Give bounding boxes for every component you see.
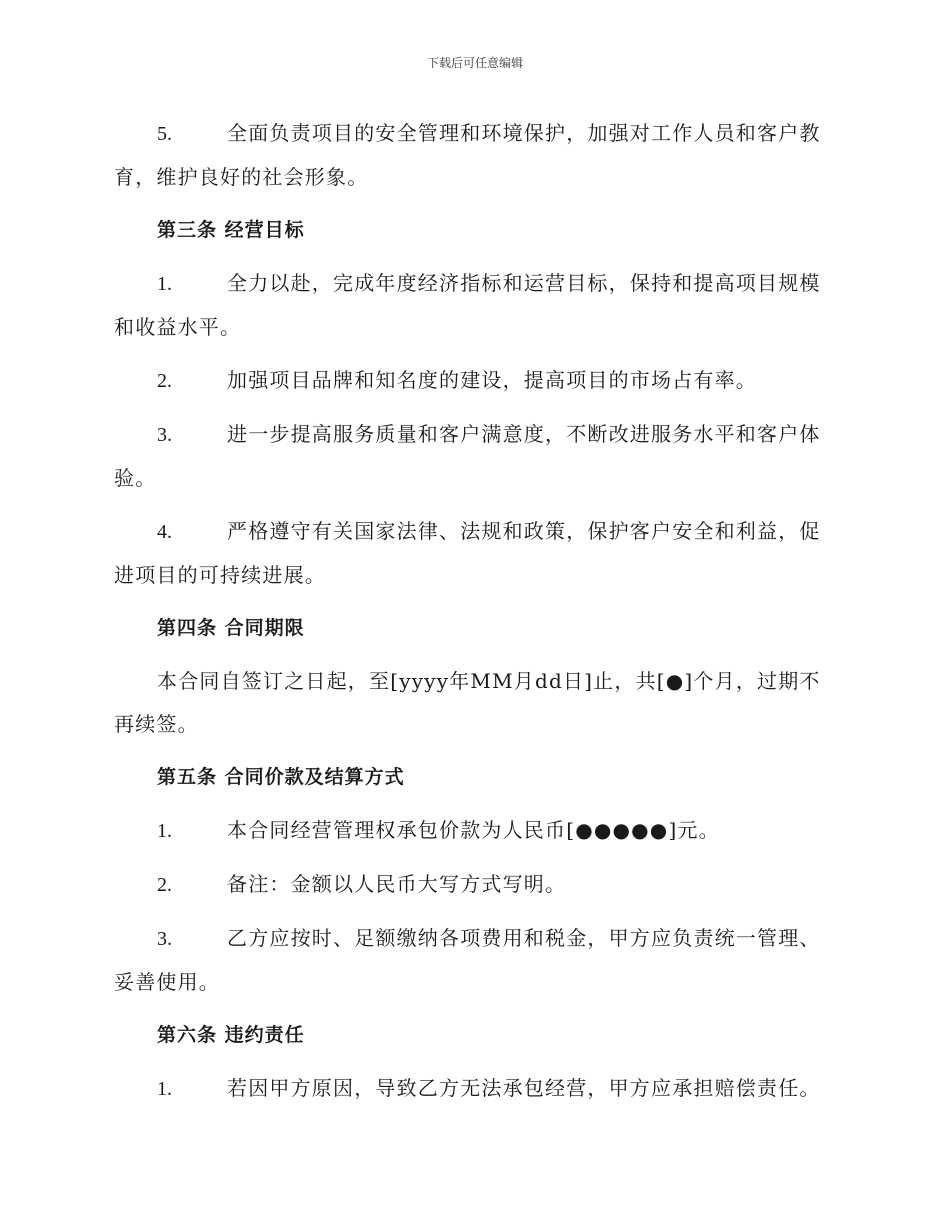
item-text: 全面负责项目的安全管理和环境保护，加强对工作人员和客户教育，维护良好的社会形象。 <box>114 121 821 189</box>
item-number: 3. <box>157 928 172 950</box>
item-number: 1. <box>157 820 172 842</box>
item-text: 加强项目品牌和知名度的建设，提高项目的市场占有率。 <box>227 368 757 392</box>
section-heading: 第六条 违约责任 <box>157 1024 305 1046</box>
item-number: 2. <box>157 370 172 392</box>
list-item <box>114 1067 834 1111</box>
list-item <box>114 809 834 853</box>
item-text: 若因甲方原因，导致乙方无法承包经营，甲方应承担赔偿责任。 <box>227 1076 821 1100</box>
item-text: 全力以赴，完成年度经济指标和运营目标，保持和提高项目规模和收益水平。 <box>114 271 821 339</box>
document-body <box>114 112 834 1121</box>
list-item <box>114 262 834 349</box>
item-text: 乙方应按时、足额缴纳各项费用和税金，甲方应负责统一管理、妥善使用。 <box>114 926 821 994</box>
item-number: 3. <box>157 424 172 446</box>
item-text: 严格遵守有关国家法律、法规和政策，保护客户安全和利益，促进项目的可持续进展。 <box>114 519 821 587</box>
list-item <box>114 510 834 597</box>
section-heading: 第四条 合同期限 <box>157 617 305 639</box>
item-number: 5. <box>157 123 172 145</box>
paragraph: 本合同自签订之日起，至[yyyy年MM月dd日]止，共[●]个月，过期不再续签。 <box>114 669 821 736</box>
item-number: 1. <box>157 1078 172 1100</box>
list-item <box>114 359 834 403</box>
item-number: 4. <box>157 521 172 543</box>
list-item <box>114 917 834 1004</box>
item-text: 备注：金额以人民币大写方式写明。 <box>227 872 567 896</box>
item-number: 1. <box>157 273 172 295</box>
section-heading: 第三条 经营目标 <box>157 219 305 241</box>
item-text: 本合同经营管理权承包价款为人民币[●●●●●]元。 <box>227 818 720 842</box>
item-number: 2. <box>157 874 172 896</box>
page-header-note: 下载后可任意编辑 <box>426 56 523 70</box>
list-item <box>114 863 834 907</box>
item-text: 进一步提高服务质量和客户满意度，不断改进服务水平和客户体验。 <box>114 422 821 490</box>
list-item <box>114 413 834 500</box>
section-heading: 第五条 合同价款及结算方式 <box>157 766 405 788</box>
list-item <box>114 112 834 199</box>
